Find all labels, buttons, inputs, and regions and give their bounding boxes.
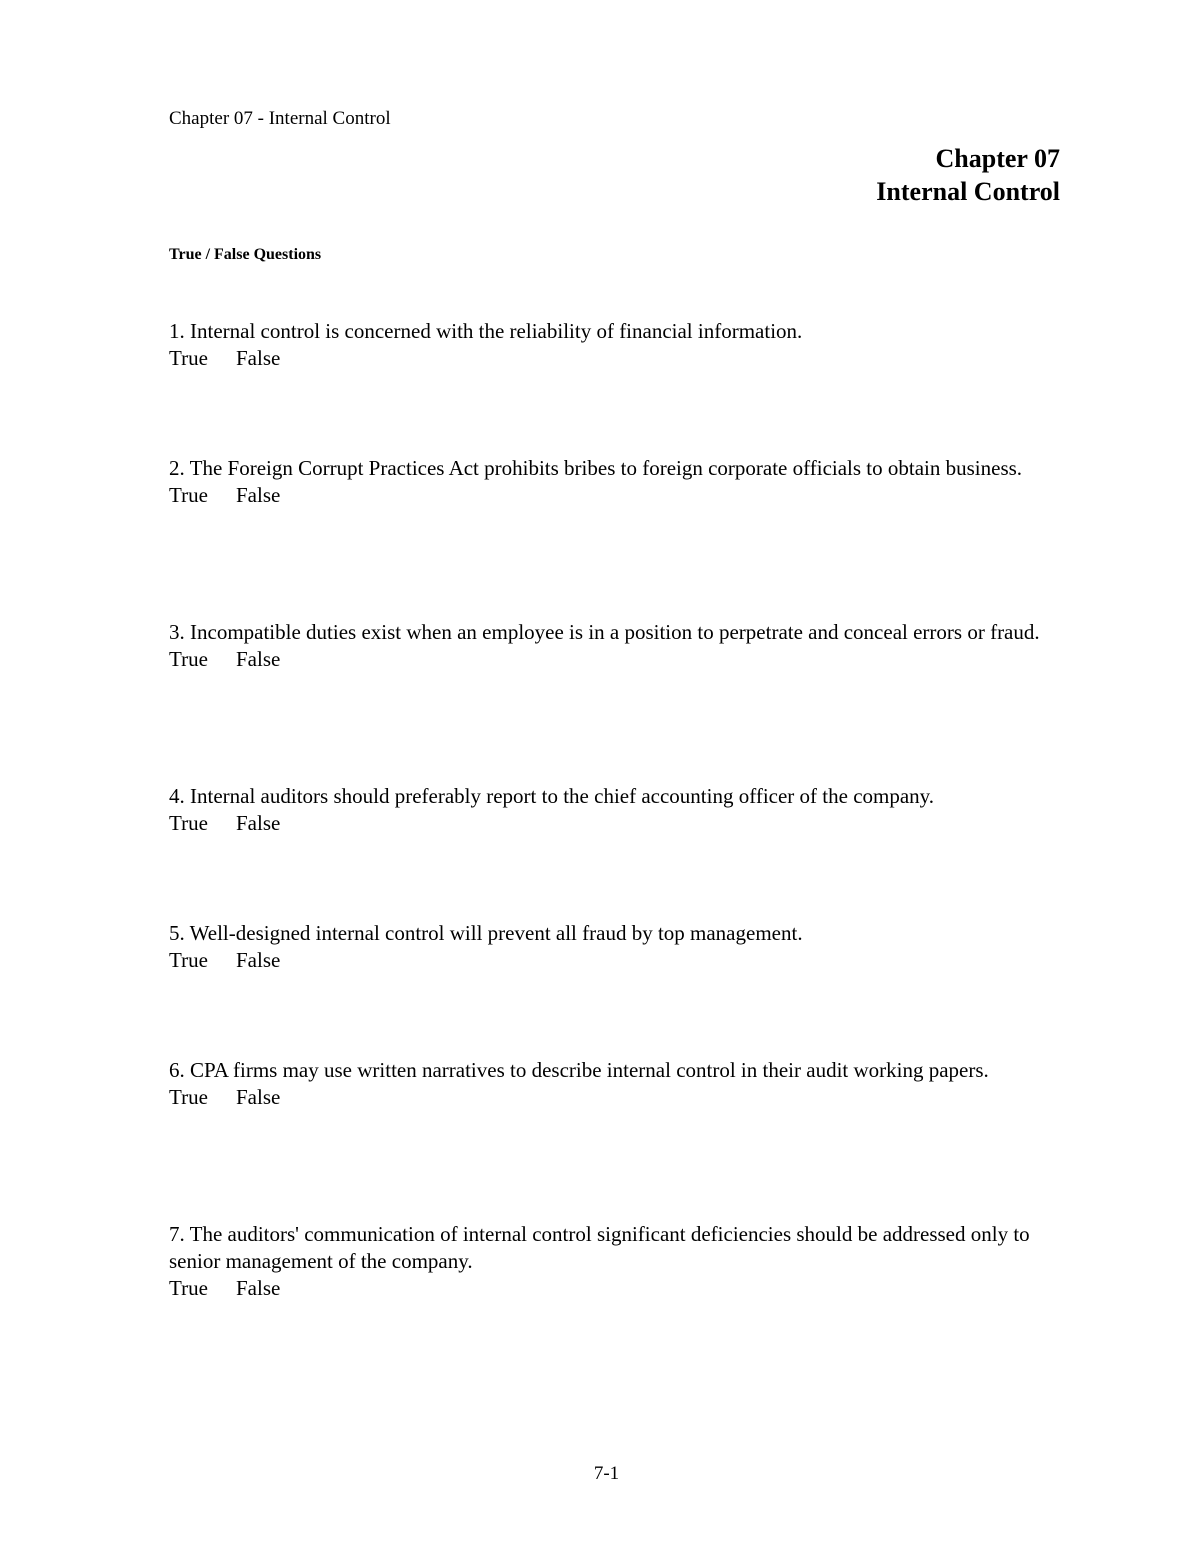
page-number: 7-1 [593, 1463, 620, 1484]
answer-options [169, 345, 1069, 372]
true-option[interactable]: True [169, 948, 208, 972]
question-3 [169, 619, 1069, 673]
true-option[interactable]: True [169, 1276, 208, 1300]
true-option[interactable]: True [169, 811, 208, 835]
question-text: 6. CPA firms may use written narratives to describe internal control in their audit working papers. [169, 1058, 989, 1082]
question-text: 1. Internal control is concerned with the reliability of financial information. [169, 319, 803, 343]
answer-options [169, 947, 1069, 974]
chapter-title [876, 142, 1060, 208]
answer-options [169, 810, 1069, 837]
question-1 [169, 318, 1069, 372]
running-header: Chapter 07 - Internal Control [169, 108, 391, 129]
question-text: 7. The auditors' communication of internal control significant deficiencies should be addressed only to senior management of the company. [169, 1222, 1030, 1273]
answer-options [169, 482, 1069, 509]
false-option[interactable]: False [236, 1085, 281, 1109]
question-text: 3. Incompatible duties exist when an employee is in a position to perpetrate and conceal errors or fraud. [169, 620, 1040, 644]
question-6 [169, 1057, 1069, 1111]
false-option[interactable]: False [236, 1276, 281, 1300]
question-text: 5. Well-designed internal control will prevent all fraud by top management. [169, 921, 803, 945]
question-text: 4. Internal auditors should preferably report to the chief accounting officer of the company. [169, 784, 935, 808]
section-heading: True / False Questions [169, 246, 322, 263]
false-option[interactable]: False [236, 483, 281, 507]
chapter-name: Internal Control [876, 177, 1060, 206]
question-7 [169, 1221, 1069, 1302]
answer-options [169, 646, 1069, 673]
question-text: 2. The Foreign Corrupt Practices Act prohibits bribes to foreign corporate officials to obtain business. [169, 456, 1023, 480]
question-4 [169, 783, 1069, 837]
question-5 [169, 920, 1069, 974]
answer-options [169, 1084, 1069, 1111]
false-option[interactable]: False [236, 948, 281, 972]
true-option[interactable]: True [169, 483, 208, 507]
false-option[interactable]: False [236, 647, 281, 671]
true-option[interactable]: True [169, 346, 208, 370]
question-2 [169, 455, 1069, 509]
false-option[interactable]: False [236, 346, 281, 370]
false-option[interactable]: False [236, 811, 281, 835]
true-option[interactable]: True [169, 1085, 208, 1109]
true-option[interactable]: True [169, 647, 208, 671]
answer-options [169, 1275, 1069, 1302]
chapter-number: Chapter 07 [935, 144, 1060, 173]
